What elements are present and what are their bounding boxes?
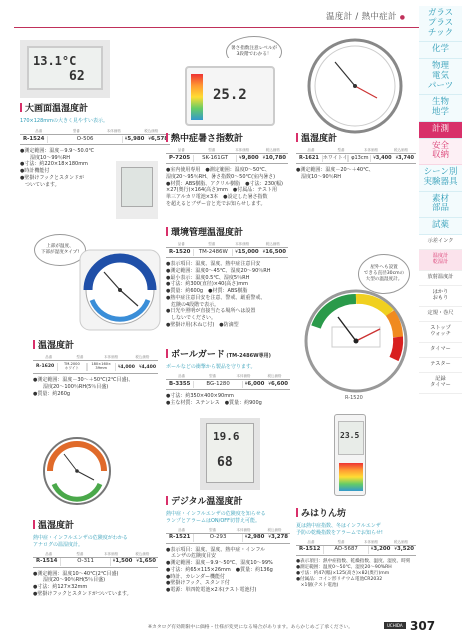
product-image-p7205 — [180, 58, 280, 128]
sidebar-item-6[interactable]: シーン別 実験器具 — [419, 165, 462, 192]
spec-list: ●寸法：約350×400×90mm ●主な材質：ステンレス ●質量：約900g — [166, 392, 262, 406]
product-image-r1521 — [200, 418, 260, 490]
spec-list: ●測定範囲：温度10〜40℃(2℃目盛) 湿度20〜90％RH(5％目盛) ●寸法：約127×32mm ●壁掛けフックとスタンドがついています。 — [33, 570, 132, 597]
product-title: 大画面温湿度計 — [20, 103, 170, 115]
product-row: R-1514 O-311 ¥ 1,500 ¥ 1,650 — [33, 557, 158, 568]
spec-list: ●室内使用専用 ●測定範囲：温度0〜50℃、 湿度20〜95％RH、暑さ指数0〜50℃(室内暑さ) ●材質：ABS樹脂、アクリル樹脂 ●寸法：230(幅) ×27(奥行)×164(高さ)mm ●付属品：テスト用 単三アルカリ電池×3本 ●設定した暑さ指数 を超えるとブザー音と光でお知らせします。 — [166, 167, 283, 207]
callout-bubble: 上部が温度、 下部が湿度タイプ! — [34, 234, 86, 266]
product-subtitle: 夏は熱中症指数、冬はインフルエンザ 予防の乾燥指数をアラームでお知らせ! — [296, 523, 383, 536]
spec-list: ●測定範囲：温度－9.9〜50.0℃ 湿度10〜99％RH ●寸法：約220×18×180mm ●時計機能付 ●壁掛けフックとスタンドが ついています。 — [20, 147, 95, 188]
sidebar-item-13[interactable]: 定規・巻尺 — [419, 307, 462, 322]
header-divider — [14, 27, 419, 28]
display-temp: 13.1°C — [33, 54, 77, 68]
page-number: 307 — [410, 619, 436, 633]
product-title: 温湿度計 — [296, 133, 416, 145]
spec-list: ●測定範囲：温度－30〜＋50℃(2℃目盛)、 湿度20〜100％RH(5％目盛) ●質量：約260g — [33, 377, 134, 397]
spec-list: ●表示項目：温度、湿度、熱中症・インフル エンザの危険度目安 ●測定範囲：温度－9.9〜50℃、湿度10〜99% ●寸法：約65×115×26mm ●質量：約136g ●時計、カレンダー機能付 ●壁掛けフック、スタンド付 ●電源：単四乾電池×2本(テスト電池付) — [166, 546, 273, 594]
sidebar-item-7[interactable]: 素材 部品 — [419, 192, 462, 219]
table-header: 品番 型番 本体価格 税込価格 — [177, 242, 280, 247]
product-title: デジタル温湿度計 — [166, 496, 290, 508]
sidebar-item-5[interactable]: 安全 収納 — [419, 139, 462, 166]
product-row: R-1621 ホワイトイ φ13cm ¥ 3,400 ¥ 3,740 — [296, 153, 416, 164]
sidebar-item-17[interactable]: 記録 タイマー — [419, 373, 462, 394]
image-caption: R-1520 — [345, 395, 363, 401]
spec-list: ●測定範囲：温度－20〜＋40℃、 湿度10〜90％RH — [296, 167, 374, 180]
product-image-r1520 — [298, 287, 416, 395]
product-row: R-1521 O-293 ¥ 2,980 ¥ 3,278 — [166, 533, 290, 544]
product-row: P-7205 SK-161GT ¥ 9,800 ¥ 10,780 — [166, 153, 288, 164]
table-header: 品番 型番 本体価格 税込価格 — [307, 148, 408, 153]
spec-list: ●表示項目：温度、湿度、熱中症注意目安 ●測定範囲：温度0〜45℃、湿度20〜90％RH ●最小表示：温度0.5℃、湿度5％RH ●寸法：約300(直径)×40(高さ)mm ●質量：約600g ●材質：ABS樹脂 ●熱中症注意目安を注意、警戒、厳重警戒、 危険の4段階で表示。 ●日光や照明が直接当たる場所へは設置 しないでください。 ●壁掛け用(木ねじ付) ●防滴型 — [166, 261, 271, 328]
category-sidebar — [419, 6, 462, 394]
sidebar-item-0[interactable]: ガラス プラス チック — [419, 6, 462, 42]
table-header: 品番 型番 本体価格 税込価格 — [45, 355, 150, 360]
sidebar-item-11[interactable]: 放射温度計 — [419, 271, 462, 286]
callout-bubble: 屋外へも設置 できる直径30cmの 大型の温湿度計。 — [358, 254, 410, 294]
product-subtitle: ボールなどの衝撃から製品を守ります。 — [166, 364, 256, 371]
product-image-r1621 — [305, 36, 405, 136]
sidebar-item-2[interactable]: 物理 電気 パーツ — [419, 59, 462, 95]
product-subtitle: 熱中症・インフルエンザの危険度を知らせる ランプとアラームはON/OFF切替え可能。 — [166, 511, 266, 524]
display-temp: 19.6 — [213, 430, 240, 443]
table-header: 品番 型番 本体価格 税込価格 — [178, 527, 282, 532]
table-header: 品番 型番 本体価格 税込価格 — [45, 551, 150, 556]
display-temp: 23.5 — [340, 431, 360, 440]
sidebar-item-3[interactable]: 生物 地学 — [419, 95, 462, 122]
table-header: 品番 型番 本体価格 税込価格 — [35, 128, 159, 133]
display-humidity: 68 — [217, 455, 233, 470]
product-row: R-1520 TM-2486W ¥ 15,000 ¥ 16,500 — [166, 247, 288, 258]
product-row: R-1524 O-506 ¥ 5,980 ¥ 6,578 — [20, 134, 170, 145]
product-image-r1524 — [20, 40, 110, 98]
table-header: 品番 型番 本体価格 税込価格 — [178, 373, 282, 378]
sidebar-item-15[interactable]: タイマー — [419, 343, 462, 358]
sidebar-item-8[interactable]: 試薬 — [419, 218, 462, 235]
sidebar-item-16[interactable]: テスター — [419, 358, 462, 373]
sidebar-item-10[interactable]: 温度計 乾湿計 — [419, 250, 462, 271]
sidebar-item-14[interactable]: ストップ ウォッチ — [419, 322, 462, 343]
table-header: 品番 型番 本体価格 税込価格 — [177, 148, 280, 153]
product-title: ボールガード (TM-2486W専用) — [166, 349, 290, 361]
footer-note: ※カタログ有効期限中に価格・仕様が変更になる場合があります。あらかじめご了承ください。 — [148, 625, 354, 630]
product-title: 熱中症暑さ指数計 — [166, 133, 288, 145]
product-title: 温湿度計 — [33, 340, 158, 352]
product-row: R-1620 TM-2000 ホワイト 180×160× 39mm ¥ 4,000 ¥ 4,400 — [33, 360, 158, 374]
brand-logo: UCHIDA — [384, 622, 406, 629]
sidebar-item-9[interactable]: 示差インク — [419, 235, 462, 250]
sidebar-item-4[interactable]: 計測 — [419, 122, 462, 139]
sidebar-item-1[interactable]: 化学 — [419, 42, 462, 59]
product-subtitle: 熱中症・インフルエンザの危険度がわかる アナログの温湿度計。 — [33, 535, 128, 548]
product-image-r1524-side — [116, 161, 158, 219]
callout-bubble: 暑さ指数注意レベルが 3段階でわかる！ — [226, 36, 282, 68]
breadcrumb: 温度計 / 熱中症計 ● — [326, 12, 406, 22]
spec-list: ●表示項目：熱中症指数、乾燥指数、温度、湿度、時刻 ●測定範囲：温度0〜50℃、湿度20〜90%RH ●寸法：約47(幅)×125(高さ)×82(奥行)mm ●付属品：コイン形リチウム電池CR2032 ×1個(テスト電池) — [296, 558, 411, 589]
product-title: 温湿度計 — [33, 520, 158, 532]
product-image-r1514 — [42, 436, 112, 506]
display-humidity: 62 — [69, 69, 85, 84]
product-subtitle: 170×128mmの大きく見やすい表示。 — [20, 118, 109, 125]
product-image-r1512 — [328, 410, 372, 500]
product-row: B-3355 BG-1280 ¥ 6,000 ¥ 6,600 — [166, 379, 290, 390]
display-wbgt: 25.2 — [213, 87, 247, 103]
product-title: 環境管理温湿度計 — [166, 227, 288, 239]
table-header: 品番 型番 本体価格 税込価格 — [307, 539, 408, 544]
sidebar-item-12[interactable]: はかり おもり — [419, 286, 462, 307]
product-title: みはりん坊 — [296, 508, 416, 520]
product-row: R-1512 AD-5687 ¥ 3,200 ¥ 3,520 — [296, 545, 416, 556]
product-image-r1620 — [78, 248, 162, 332]
